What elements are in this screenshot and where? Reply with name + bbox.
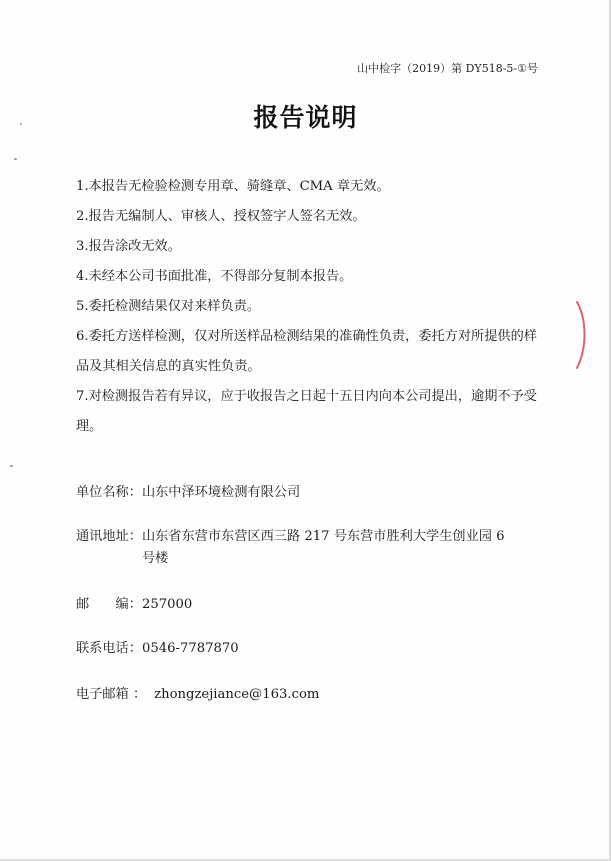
phone-label: 联系电话： bbox=[76, 641, 142, 656]
phone-row bbox=[76, 638, 556, 660]
note-item: 3.报告涂改无效。 bbox=[76, 239, 181, 254]
address-row bbox=[76, 526, 556, 570]
note-item: 4.未经本公司书面批准，不得部分复制本报告。 bbox=[76, 269, 353, 284]
note-item: 2.报告无编制人、审核人、授权签字人签名无效。 bbox=[76, 209, 366, 224]
page-title: 报告说明 bbox=[253, 103, 358, 132]
postal-value: 257000 bbox=[141, 597, 193, 612]
phone-value: 0546-7787870 bbox=[141, 641, 239, 656]
document-code: 山中检字（2019）第 DY518-5-①号 bbox=[357, 62, 538, 75]
seal-edge-mark bbox=[575, 300, 589, 370]
company-label: 单位名称： bbox=[76, 485, 142, 500]
postal-row bbox=[76, 594, 556, 616]
note-item: 6.委托方送样检测，仅对所送样品检测结果的准确性负责，委托方对所提供的样品及其相关信息的真实性负责。 bbox=[76, 329, 537, 374]
email-value: zhongzejiance@163.com bbox=[154, 687, 320, 702]
notes-list bbox=[76, 172, 546, 442]
company-value: 山东中泽环境检测有限公司 bbox=[141, 485, 301, 500]
company-row bbox=[76, 482, 556, 504]
scan-speck bbox=[14, 158, 17, 160]
note-item: 1.本报告无检验检测专用章、骑缝章、CMA 章无效。 bbox=[76, 179, 390, 194]
note-item: 7.对检测报告若有异议，应于收报告之日起十五日内向本公司提出，逾期不予受理。 bbox=[76, 389, 537, 434]
email-label: 电子邮箱 ： bbox=[76, 687, 147, 702]
postal-label: 邮 编： bbox=[76, 597, 142, 612]
address-value: 山东省东营市东营区西三路 217 号东营市胜利大学生创业园 6 号楼 bbox=[141, 529, 505, 566]
email-row bbox=[76, 684, 556, 706]
scan-speck bbox=[10, 465, 13, 467]
address-label: 通讯地址： bbox=[76, 529, 142, 544]
note-item: 5.委托检测结果仅对来样负责。 bbox=[76, 299, 261, 314]
